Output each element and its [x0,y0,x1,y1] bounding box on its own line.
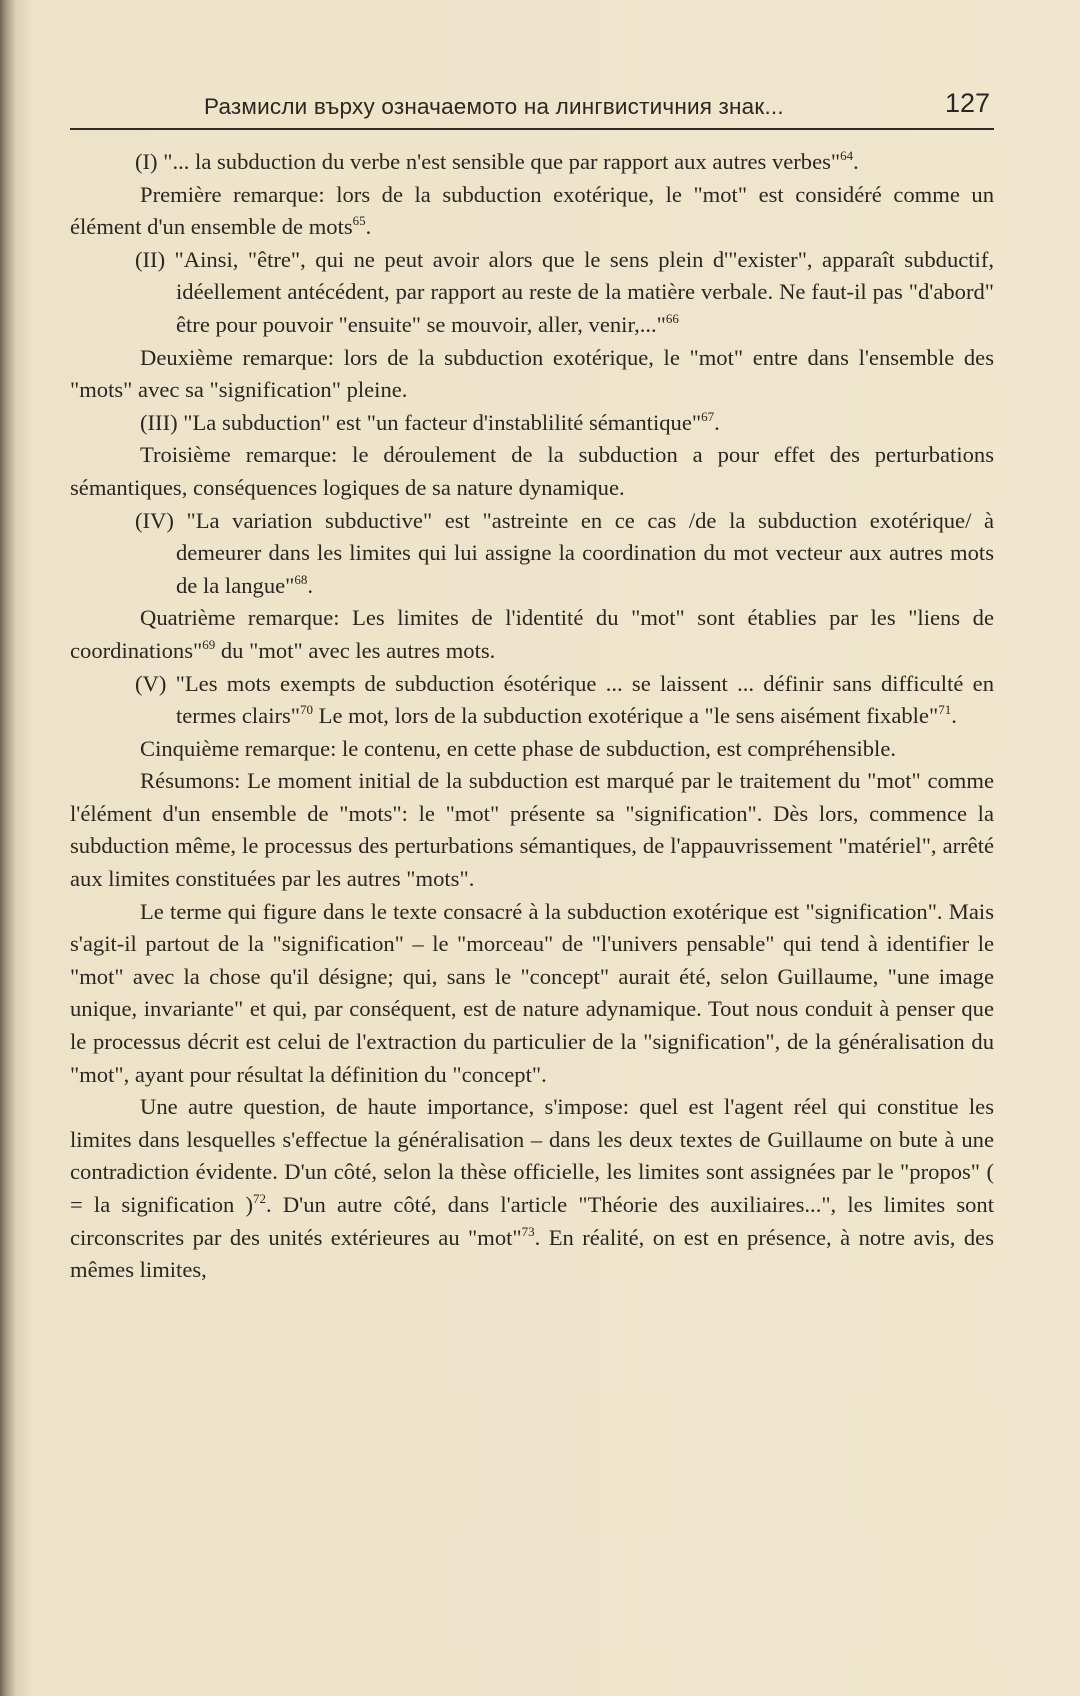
footnote-ref: 73 [521,1223,535,1239]
footnote-ref: 71 [938,702,952,718]
paragraph: (III) "La subduction" est "un facteur d'instablilité sémantique"$^{67}$. [140,408,720,435]
paragraph: Une autre question, de haute importance, s'impose: quel est l'agent réel qui constitue les limites dans lesquelles s'effectue la généralisation – dans les deux textes de Guillaume on bute à une contradiction évidente. D'un côté, selon la thèse officielle, les limites sont assignées par le "propos" ( = la signification )$^{72}$. D'un autre côté, dans l'article "Théorie des auxiliaires...", les limites sont circonscrites par des unités extérieures au "mot"$^{73}$. En réalité, on est en présence, à notre avis, des mêmes limites, [70,1094,994,1283]
page-number: 127 [944,88,990,118]
footnote-ref: 72 [253,1191,267,1206]
paragraph: Le terme qui figure dans le texte consacré à la subduction exotérique est "signification". Mais s'agit-il partout de la "signification" – le "morceau" de "l'univers pensable" qui tend à identifier le "mot" avec la chose qu'il désigne; qui, sans le "concept" aurait été, selon Guillaume, "une image unique, invariante" et qui, par conséquent, est de nature adynamique. Tout nous conduit à penser que le processus décrit est celui de l'extraction du particulier de la "signification", de la généralisation du "mot", ayant pour résultat la définition du "concept". [70,898,994,1087]
footnote-ref: 66 [665,310,679,326]
body-text [70,146,994,1287]
paragraph: Quatrième remarque: Les limites de l'identité du "mot" sont établies par les "liens de coordinations"$^{69}$ du "mot" avec les autres mots. [70,605,994,663]
footnote-ref: 65 [352,213,366,229]
paragraph: Cinquième remarque: le contenu, en cette phase de subduction, est compréhensible. [140,735,897,761]
quote-paragraph: (IV) "La variation subductive" est "astreinte en ce cas /de la subduction exotérique/ à demeurer dans les limites qui lui assigne la coordination du mot vecteur aux autres mots de la langue"$^{68}$. [135,507,994,598]
quote-paragraph: (V) "Les mots exempts de subduction ésotérique ... se laissent ... définir sans difficulté en termes clairs"$^{70}$ Le mot, lors de la subduction exotérique a "le sens aisément fixable"$^{71}$. [135,670,994,729]
paragraph: Troisième remarque: le déroulement de la subduction a pour effet des perturbations sémantiques, conséquences logiques de sa nature dynamique. [70,442,994,500]
footnote-ref: 67 [701,408,715,424]
footnote-ref: 64 [840,148,854,163]
footnote-ref: 68 [294,571,308,587]
running-title: Размисли върху означаемото на лингвистичния знак... [204,94,784,119]
footnote-ref: 69 [202,636,216,652]
footnote-ref: 70 [300,702,314,718]
paragraph: Deuxième remarque: lors de la subduction exotérique, le "mot" entre dans l'ensemble des "mots" avec sa "signification" pleine. [70,344,994,403]
book-page [70,82,994,1287]
paragraph: Résumons: Le moment initial de la subduction est marqué par le traitement du "mot" comme l'élément d'un ensemble de "mots": le "mot" présente sa "signification". Dès lors, commence la subduction même, le processus des perturbations sémantiques, de l'appauvrissement "matériel", arrêté aux limites constituées par les autres "mots". [70,768,994,892]
paragraph: Première remarque: lors de la subduction exotérique, le "mot" est considéré comme un élément d'un ensemble de mots$^{65}$. [70,181,994,240]
page-header [70,82,994,130]
quote-paragraph: (I) "... la subduction du verbe n'est sensible que par rapport aux autres verbes"$^{64}$. [135,148,859,174]
quote-paragraph: (II) "Ainsi, "être", qui ne peut avoir alors que le sens plein d'"exister", apparaît subductif, idéellement antécédent, par rapport au reste de la matière verbale. Ne faut-il pas "d'abord" être pour pouvoir "ensuite" se mouvoir, aller, venir,..."$^{66}$ [135,246,994,337]
